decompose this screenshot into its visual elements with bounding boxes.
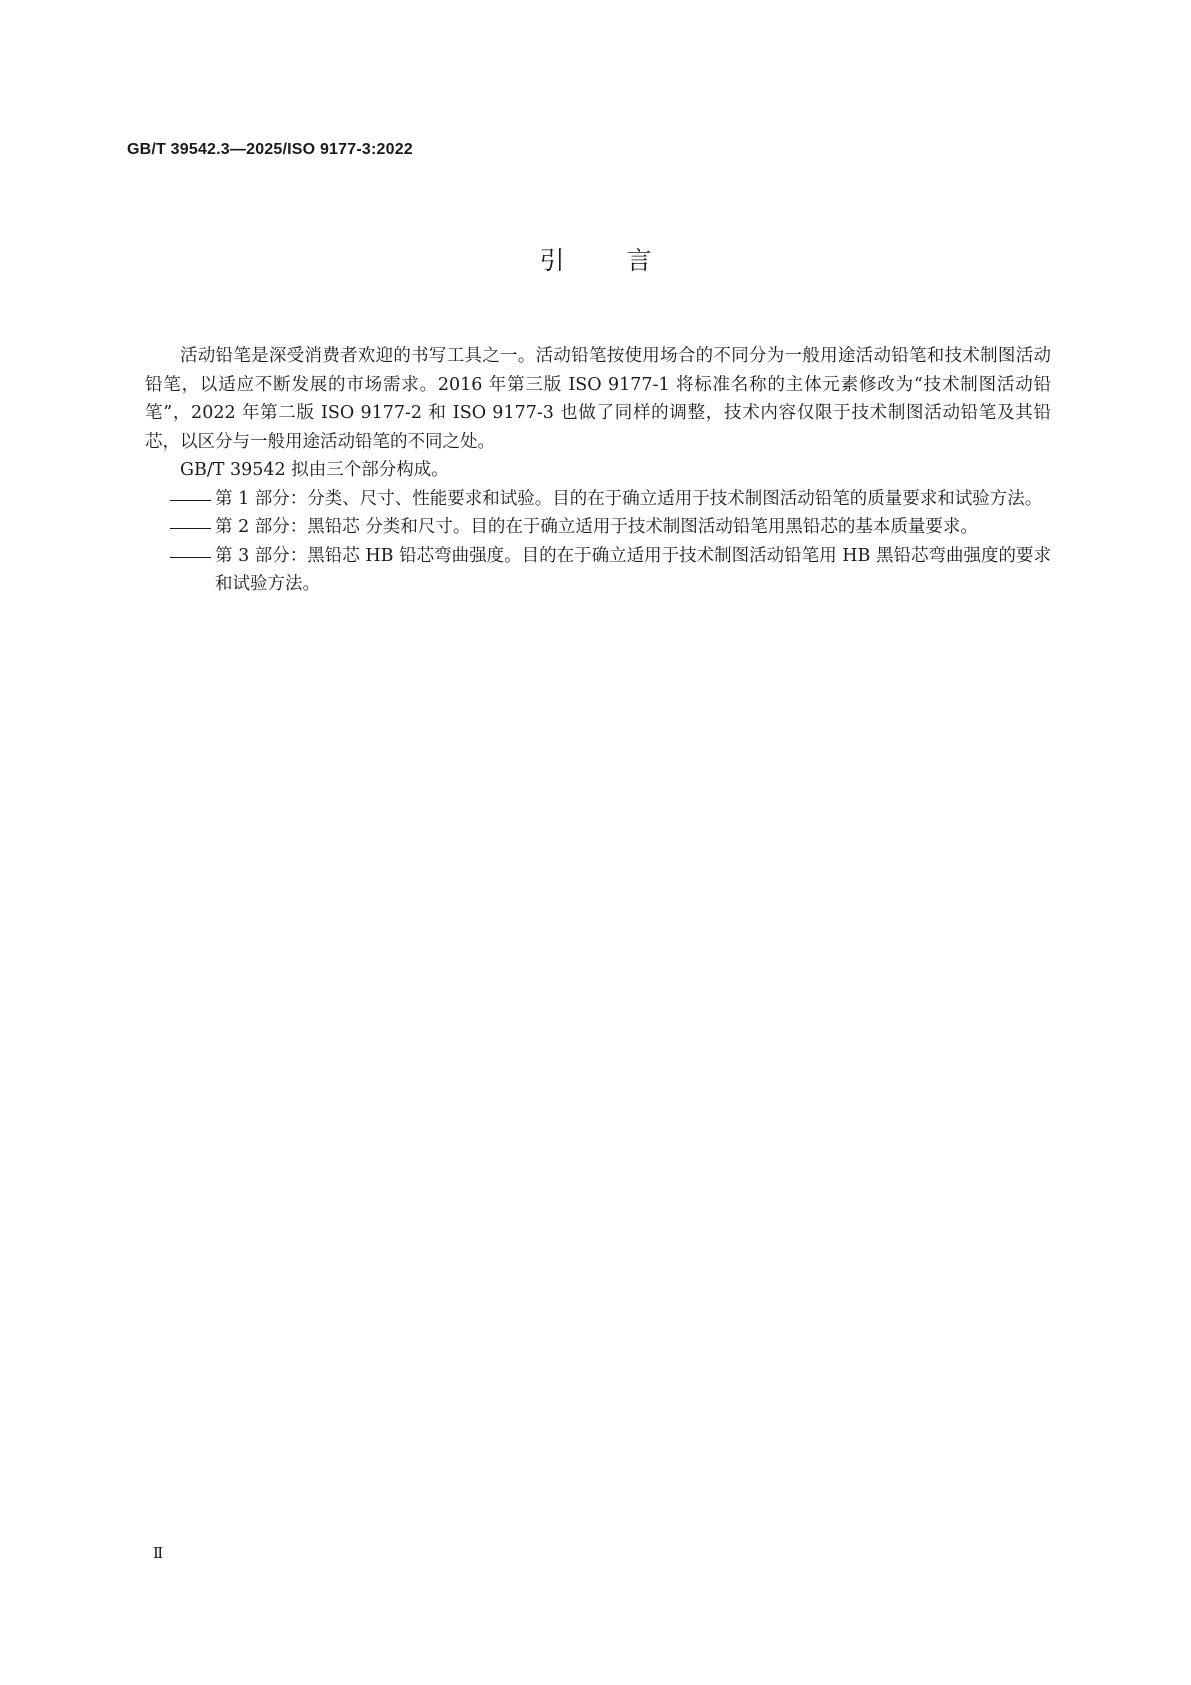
page-number: Ⅱ [153, 1544, 164, 1562]
paragraph-intro: 活动铅笔是深受消费者欢迎的书写工具之一。活动铅笔按使用场合的不同分为一般用途活动铅笔和技术制图活动铅笔，以适应不断发展的市场需求。2016 年第三版 ISO 9177-1 将标准名称的主体元素修改为“技术制图活动铅笔”，2022 年第二版 ISO 9177-2 和 ISO 9177-3 也做了同样的调整，技术内容仅限于技术制图活动铅笔及其铅芯，以区分与一般用途活动铅笔的不同之处。 [145, 346, 1051, 452]
title-char-1: 引 [539, 246, 565, 275]
parts-list [145, 485, 1051, 599]
list-item-part-2 [145, 513, 1051, 542]
list-item-text: 第 2 部分：黑铅芯 分类和尺寸。目的在于确立适用于技术制图活动铅笔用黑铅芯的基本质量要求。 [215, 517, 978, 537]
list-item-text: 第 1 部分：分类、尺寸、性能要求和试验。目的在于确立适用于技术制图活动铅笔的质量要求和试验方法。 [215, 488, 1043, 509]
list-item-part-3 [145, 542, 1051, 599]
list-item-text: 第 3 部分：黑铅芯 HB 铅芯弯曲强度。目的在于确立适用于技术制图活动铅笔用 HB 黑铅芯弯曲强度的要求和试验方法。 [215, 545, 1051, 594]
title-char-2: 言 [626, 246, 652, 275]
list-item-part-1 [145, 485, 1051, 514]
page-title [0, 246, 1191, 276]
paragraph-structure: GB/T 39542 拟由三个部分构成。 [180, 460, 449, 480]
document-number: GB/T 39542.3—2025/ISO 9177-3:2022 [127, 141, 413, 158]
introduction-body [145, 342, 1051, 599]
